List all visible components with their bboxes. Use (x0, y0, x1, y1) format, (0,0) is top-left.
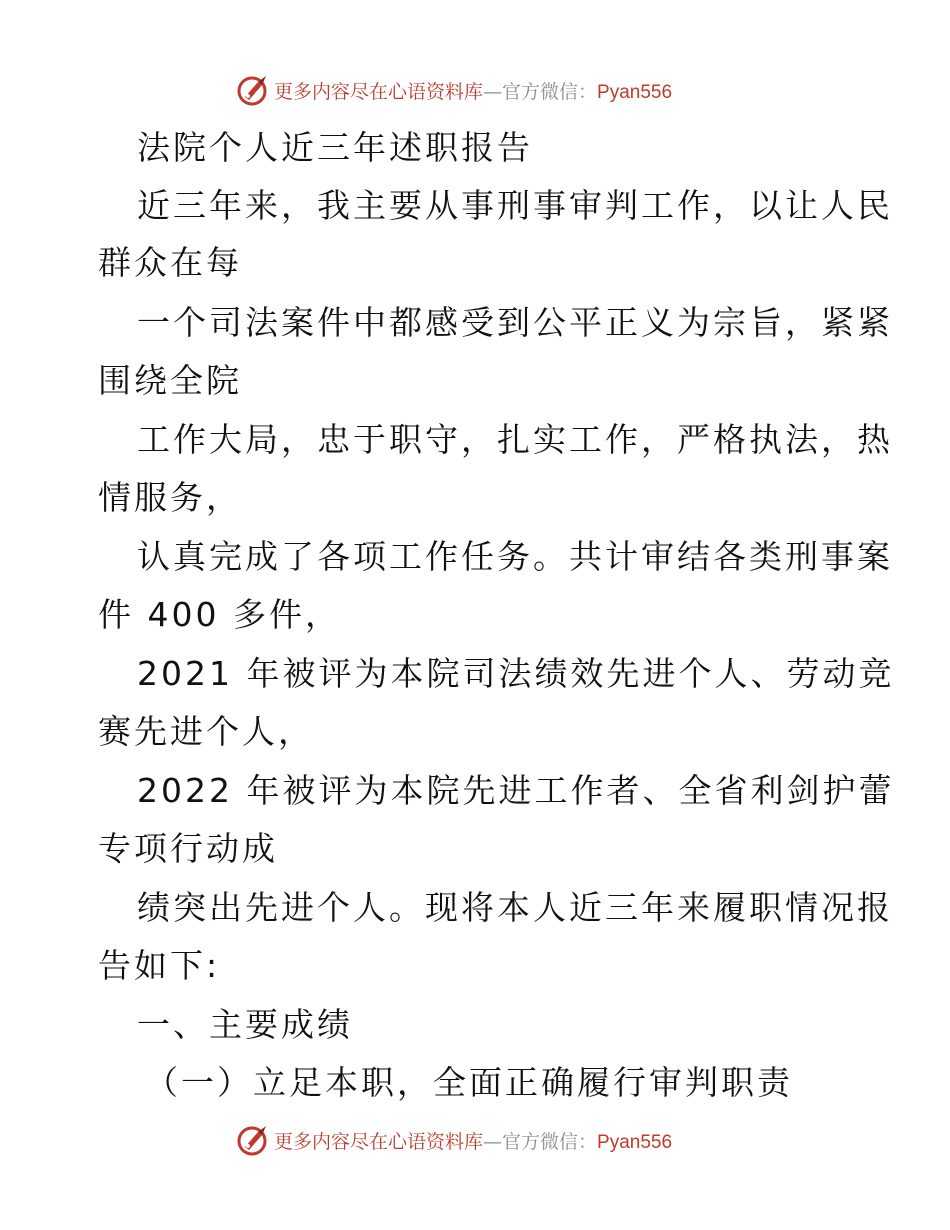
watermark-text: 更多内容尽在心语资料库—官方微信：Pyan556 (274, 1130, 673, 1153)
paragraph-line: 情服务， (98, 478, 242, 517)
paragraph-line: 近三年来，我主要从事刑事审判工作，以让人民 (137, 186, 893, 225)
footer-watermark (236, 1122, 672, 1158)
paragraph-line: 围绕全院 (98, 361, 242, 400)
paragraph-line: 一个司法案件中都感受到公平正义为宗旨，紧紧 (137, 303, 893, 342)
watermark-text: 更多内容尽在心语资料库—官方微信：Pyan556 (274, 80, 673, 103)
paragraph-line: 赛先进个人， (98, 712, 314, 751)
paragraph-line: 件 400 多件， (98, 595, 341, 634)
paragraph-line: 2022 年被评为本院先进工作者、全省利剑护蕾 (137, 771, 895, 810)
paragraph-line: 2021 年被评为本院司法绩效先进个人、劳动竞 (137, 654, 895, 693)
paragraph-line: 告如下: (98, 946, 221, 985)
quill-pen-logo-icon (236, 73, 270, 107)
header-watermark (236, 72, 672, 108)
section-heading: 一、主要成绩 (137, 1005, 353, 1044)
paragraph-line: 专项行动成 (98, 829, 278, 868)
document-title: 法院个人近三年述职报告 (137, 128, 533, 167)
paragraph-line: 工作大局，忠于职守，扎实工作，严格执法，热 (137, 420, 893, 459)
paragraph-line: 绩突出先进个人。现将本人近三年来履职情况报 (137, 888, 893, 927)
paragraph-line: 群众在每 (98, 243, 242, 282)
subsection-heading: （一）立足本职，全面正确履行审判职责 (145, 1063, 793, 1102)
quill-pen-logo-icon (236, 1123, 270, 1157)
paragraph-line: 认真完成了各项工作任务。共计审结各类刑事案 (137, 537, 893, 576)
